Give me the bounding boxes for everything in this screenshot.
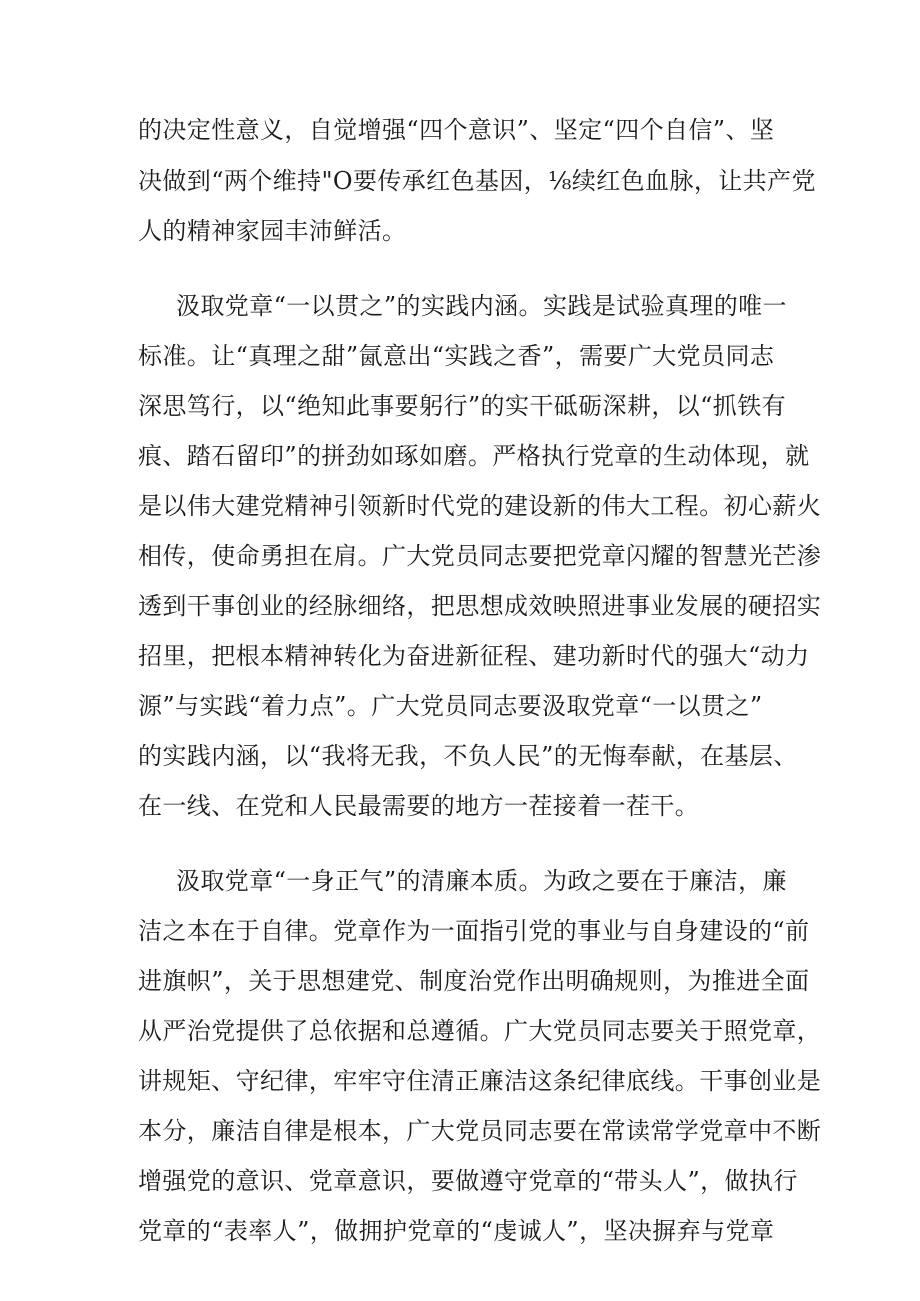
- text-line: 党章的“表率人”，做拥护党章的“虔诚人”，坚决摒弃与党章: [138, 1217, 775, 1245]
- paragraph-first-line: 汲取党章“一以贯之”的实践内涵。实践是试验真理的唯一: [176, 292, 787, 320]
- text-line: 招里，把根本精神转化为奋进新征程、建功新时代的强大“动力: [138, 642, 810, 670]
- text-line: 本分，廉洁自律是根本，广大党员同志要在常读常学党章中不断: [138, 1117, 822, 1145]
- text-line: 讲规矩、守纪律，牢牢守住清正廉洁这条纪律底线。干事创业是: [138, 1067, 822, 1095]
- text-line: 从严治党提供了总依据和总遵循。广大党员同志要关于照党章，: [138, 1017, 822, 1045]
- text-line: 在一线、在党和人民最需要的地方一茬接着一茬干。: [138, 792, 700, 820]
- text-line: 相传，使命勇担在肩。广大党员同志要把党章闪耀的智慧光芒渗: [138, 542, 822, 570]
- text-line: 人的精神家园丰沛鲜活。: [138, 217, 407, 245]
- text-line: 痕、踏石留印”的拼劲如琢如磨。严格执行党章的生动体现，就: [138, 442, 810, 470]
- text-line: 的决定性意义，自觉增强“四个意识”、坚定“四个自信”、坚: [138, 116, 775, 144]
- text-line: 洁之本在于自律。党章作为一面指引党的事业与自身建设的“前: [138, 917, 810, 945]
- text-line: 标准。让“真理之甜”氤意出“实践之香”，需要广大党员同志: [138, 342, 775, 370]
- text-line: 源”与实践“着力点”。广大党员同志要汲取党章“一以贯之”: [138, 692, 763, 720]
- text-line: 的实践内涵，以“我将无我，不负人民”的无悔奉献，在基层、: [138, 742, 798, 770]
- text-line: 透到干事创业的经脉细络，把思想成效映照进事业发展的硬招实: [138, 592, 822, 620]
- text-line: 决做到“两个维持"O要传承红色基因，⅛续红色血脉，让共产党: [138, 167, 816, 195]
- paragraph-first-line: 汲取党章“一身正气”的清廉本质。为政之要在于廉洁，廉: [176, 867, 787, 895]
- text-line: 增强党的意识、党章意识，要做遵守党章的“带头人”，做执行: [138, 1167, 798, 1195]
- text-line: 深思笃行，以“绝知此事要躬行”的实干砥砺深耕，以“抓铁有: [138, 392, 787, 420]
- text-line: 进旗帜”，关于思想建党、制度治党作出明确规则，为推进全面: [138, 967, 810, 995]
- text-line: 是以伟大建党精神引领新时代党的建设新的伟大工程。初心薪火: [138, 492, 822, 520]
